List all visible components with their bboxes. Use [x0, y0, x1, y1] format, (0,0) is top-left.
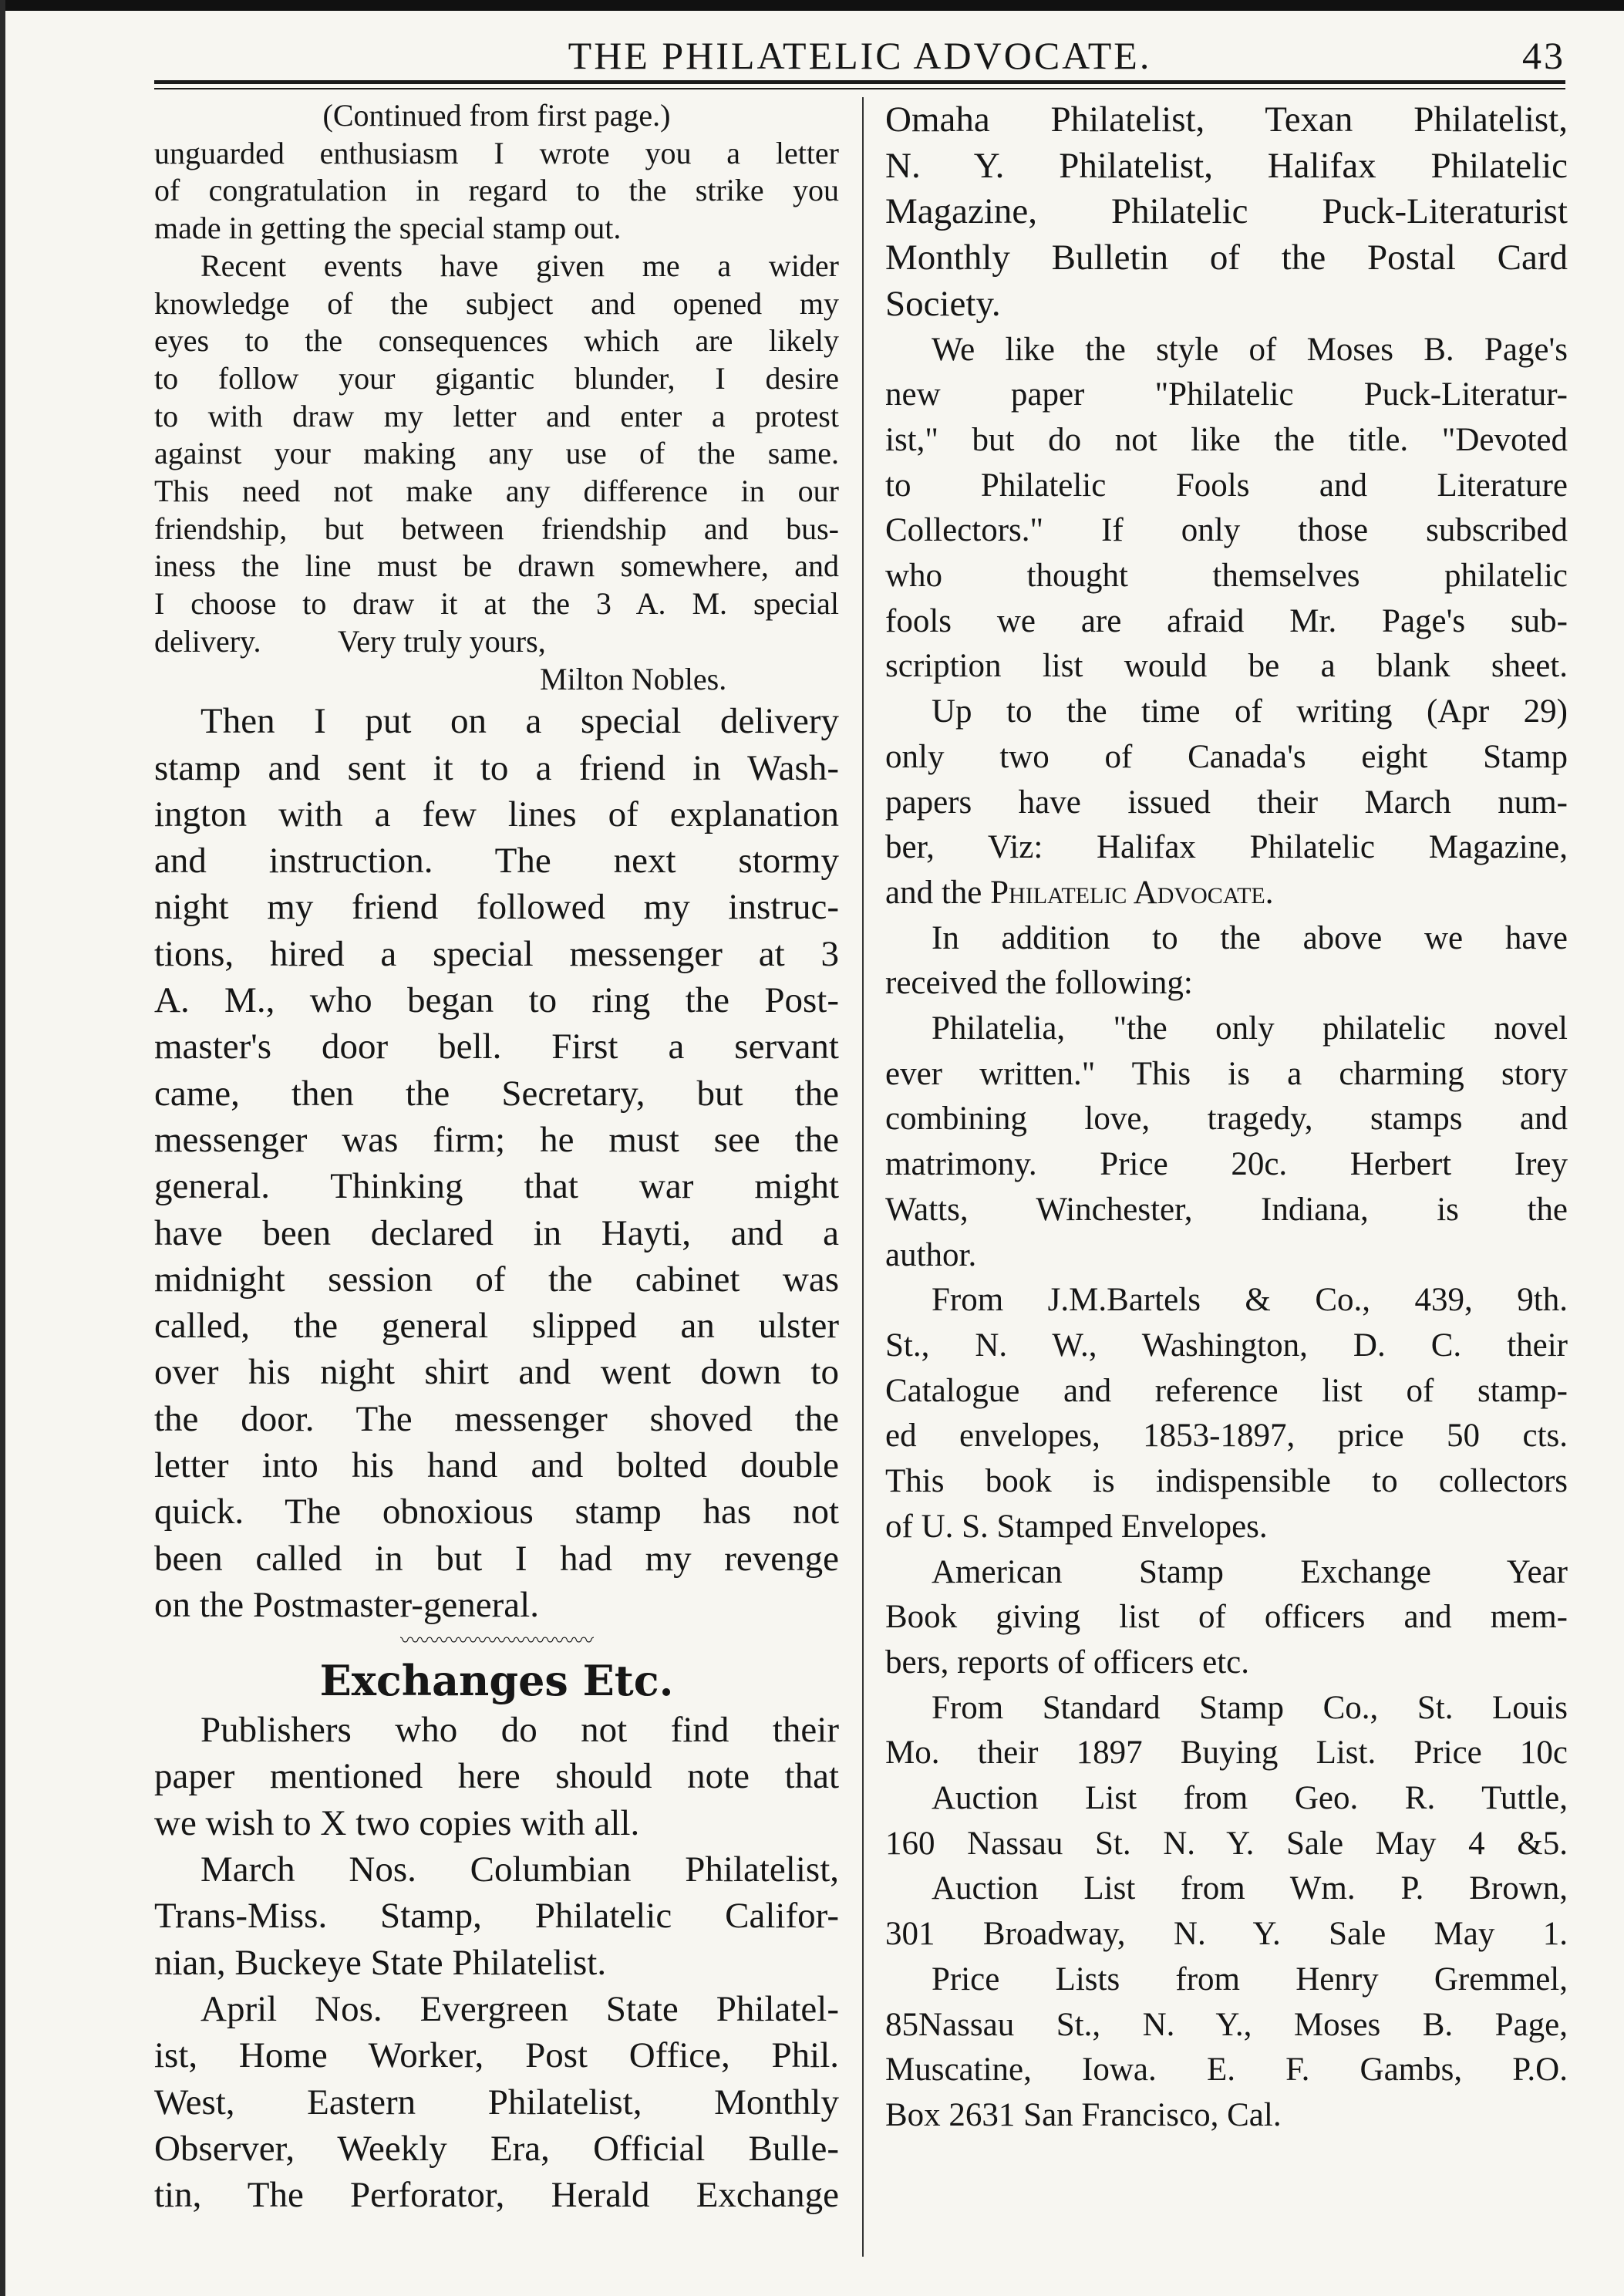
text-line: I choose to draw it at the 3 A. M. special: [154, 586, 839, 622]
text-line: of congratulation in regard to the strike you: [154, 173, 839, 208]
text-line: unguarded enthusiasm I wrote you a letter: [154, 135, 839, 170]
text-line: Box 2631 San Francisco, Cal.: [885, 2096, 1282, 2133]
text-line: scription list would be a blank sheet.: [885, 648, 1568, 685]
text-line: tin, The Perforator, Herald Exchange: [154, 2175, 839, 2216]
text-line: author.: [885, 1236, 977, 1273]
text-line: Auction List from Wm. P. Brown,: [932, 1870, 1568, 1907]
text-line: Catalogue and reference list of stamp-: [885, 1372, 1568, 1409]
text-line: friendship, but between friendship and bus-: [154, 511, 839, 546]
text-line: Philatelia, "the only philatelic novel: [932, 1010, 1568, 1047]
text-line: have been declared in Hayti, and a: [154, 1212, 839, 1253]
text-line: April Nos. Evergreen State Philatel-: [200, 1988, 839, 2029]
text-line: This book is indispensible to collectors: [885, 1463, 1568, 1500]
text-line: Observer, Weekly Era, Official Bulle-: [154, 2128, 839, 2169]
text-line: Up to the time of writing (Apr 29): [932, 693, 1568, 730]
text-line: ington with a few lines of explanation: [154, 794, 839, 834]
text-line: Publishers who do not find their: [200, 1710, 839, 1751]
text-line: papers have issued their March num-: [885, 784, 1568, 821]
page-number: 43: [1522, 34, 1565, 77]
text-line: general. Thinking that war might: [154, 1166, 839, 1207]
text-line: Omaha Philatelist, Texan Philatelist,: [885, 99, 1568, 140]
text-line: to Philatelic Fools and Literature: [885, 467, 1568, 504]
text-line: paper mentioned here should note that: [154, 1756, 839, 1797]
text-line: called, the general slipped an ulster: [154, 1306, 839, 1347]
text-line: From J.M.Bartels & Co., 439, 9th.: [932, 1282, 1568, 1319]
running-header: [154, 31, 1565, 80]
text-line: matrimony. Price 20c. Herbert Irey: [885, 1146, 1568, 1183]
text-line: of U. S. Stamped Envelopes.: [885, 1508, 1268, 1545]
text-line: ist," but do not like the title. "Devoted: [885, 421, 1568, 458]
text-line: 160 Nassau St. N. Y. Sale May 4 &5.: [885, 1825, 1568, 1862]
text-line: only two of Canada's eight Stamp: [885, 738, 1568, 775]
text-line: on the Postmaster-general.: [154, 1584, 539, 1625]
text-line: nian, Buckeye State Philatelist.: [154, 1942, 607, 1983]
text-fragment: and the: [885, 874, 982, 911]
text-line: A. M., who began to ring the Post-: [154, 980, 839, 1021]
paragraph-exchange-list: [885, 97, 1568, 328]
paragraph-price-lists: [885, 1686, 1568, 2139]
text-line: Monthly Bulletin of the Postal Card: [885, 238, 1568, 278]
continued-note: (Continued from first page.): [322, 98, 671, 133]
text-line: Collectors." If only those subscribed: [885, 512, 1568, 549]
text-line: Society.: [885, 283, 1001, 324]
text-line: ist, Home Worker, Post Office, Phil.: [154, 2035, 839, 2076]
journal-title: THE PHILATELIC ADVOCATE.: [568, 34, 1152, 77]
text-line: St., N. W., Washington, D. C. their: [885, 1327, 1568, 1364]
page-top-edge: [0, 0, 1624, 11]
paragraph-puck-literaturist: [885, 328, 1568, 690]
text-line: Book giving list of officers and mem-: [885, 1599, 1568, 1636]
text-line: quick. The obnoxious stamp has not: [154, 1492, 839, 1532]
paragraph-canada-papers: [885, 689, 1568, 916]
text-line: stamp and sent it to a friend in Wash-: [154, 747, 839, 788]
column-divider: [862, 97, 864, 2257]
text-line: midnight session of the cabinet was: [154, 1259, 839, 1300]
text-line: who thought themselves philatelic: [885, 558, 1568, 595]
page-left-edge: [0, 0, 5, 2296]
text-line: In addition to the above we have: [932, 919, 1568, 956]
text-line: combining love, tragedy, stamps and: [885, 1101, 1568, 1138]
header-rule-thin: [154, 88, 1565, 89]
text-line: Then I put on a special delivery: [200, 701, 839, 742]
text-line: March Nos. Columbian Philatelist,: [200, 1849, 839, 1890]
paragraph-received: [885, 916, 1568, 1006]
text-line: 85Nassau St., N. Y., Moses B. Page,: [885, 2006, 1568, 2043]
text-line: to with draw my letter and enter a protest: [154, 398, 839, 433]
text-line: ed envelopes, 1853-1897, price 50 cts.: [885, 1418, 1568, 1455]
text-line: ever written." This is a charming story: [885, 1055, 1568, 1092]
right-column: [885, 97, 1568, 2139]
text-line: knowledge of the subject and opened my: [154, 285, 839, 321]
letter-signature: Milton Nobles.: [540, 661, 727, 696]
text-line: new paper "Philatelic Puck-Literatur-: [885, 376, 1568, 413]
text-line: and instruction. The next stormy: [154, 841, 839, 882]
text-line: made in getting the special stamp out.: [154, 211, 622, 246]
text-line: 301 Broadway, N. Y. Sale May 1.: [885, 1916, 1568, 1953]
paragraph-philatelia: [885, 1006, 1568, 1278]
text-line: Trans-Miss. Stamp, Philatelic Califor-: [154, 1896, 839, 1937]
story-text: [154, 698, 839, 1628]
text-line: [885, 871, 1568, 916]
text-line: Muscatine, Iowa. E. F. Gambs, P.O.: [885, 2052, 1568, 2089]
text-line: This need not make any difference in our: [154, 474, 839, 509]
text-line: Price Lists from Henry Gremmel,: [932, 1961, 1568, 1998]
text-line: iness the line must be drawn somewhere, and: [154, 548, 839, 584]
text-line: the door. The messenger shoved the: [154, 1398, 839, 1439]
text-line: N. Y. Philatelist, Halifax Philatelic: [885, 145, 1568, 186]
text-line: tions, hired a special messenger at 3: [154, 933, 839, 974]
text-line: West, Eastern Philatelist, Monthly: [154, 2082, 839, 2122]
text-line: letter into his hand and bolted double: [154, 1445, 839, 1485]
exchanges-text: [154, 1707, 839, 2218]
text-line: we wish to X two copies with all.: [154, 1802, 640, 1843]
text-line: bers, reports of officers etc.: [885, 1644, 1250, 1681]
wavy-separator: 〰〰〰〰〰〰〰〰〰〰: [399, 1630, 593, 1653]
text-line: night my friend followed my instruc-: [154, 887, 839, 928]
header-rule-thick: [154, 80, 1565, 84]
text-line: Auction List from Geo. R. Tuttle,: [932, 1780, 1568, 1817]
text-line: received the following:: [885, 965, 1193, 1002]
text-line: ber, Viz: Halifax Philatelic Magazine,: [885, 829, 1568, 866]
section-heading: Exchanges Etc.: [319, 1656, 674, 1706]
text-line: messenger was firm; he must see the: [154, 1119, 839, 1160]
text-line: Mo. their 1897 Buying List. Price 10c: [885, 1735, 1568, 1772]
text-line: been called in but I had my revenge: [154, 1538, 839, 1579]
text-line: fools we are afraid Mr. Page's sub-: [885, 602, 1568, 639]
text-line: master's door bell. First a servant: [154, 1027, 839, 1067]
left-column: [154, 97, 839, 2218]
letter-text: [154, 97, 839, 698]
text-line: From Standard Stamp Co., St. Louis: [932, 1689, 1568, 1726]
paragraph-year-book: [885, 1550, 1568, 1686]
text-line: delivery. Very truly yours,: [154, 623, 546, 659]
text-line: came, then the Secretary, but the: [154, 1073, 839, 1114]
text-line: Recent events have given me a wider: [200, 248, 839, 283]
text-line: over his night shirt and went down to: [154, 1352, 839, 1393]
paragraph-bartels: [885, 1278, 1568, 1549]
text-line: against your making any use of the same.: [154, 436, 839, 471]
journal-name-smallcaps: Philatelic Advocate.: [990, 874, 1274, 911]
text-line: We like the style of Moses B. Page's: [932, 331, 1568, 368]
text-line: to follow your gigantic blunder, I desire: [154, 360, 839, 396]
text-line: eyes to the consequences which are likely: [154, 323, 839, 359]
text-line: American Stamp Exchange Year: [932, 1553, 1568, 1590]
text-line: Watts, Winchester, Indiana, is the: [885, 1191, 1568, 1228]
text-line: Magazine, Philatelic Puck-Literaturist: [885, 191, 1568, 232]
